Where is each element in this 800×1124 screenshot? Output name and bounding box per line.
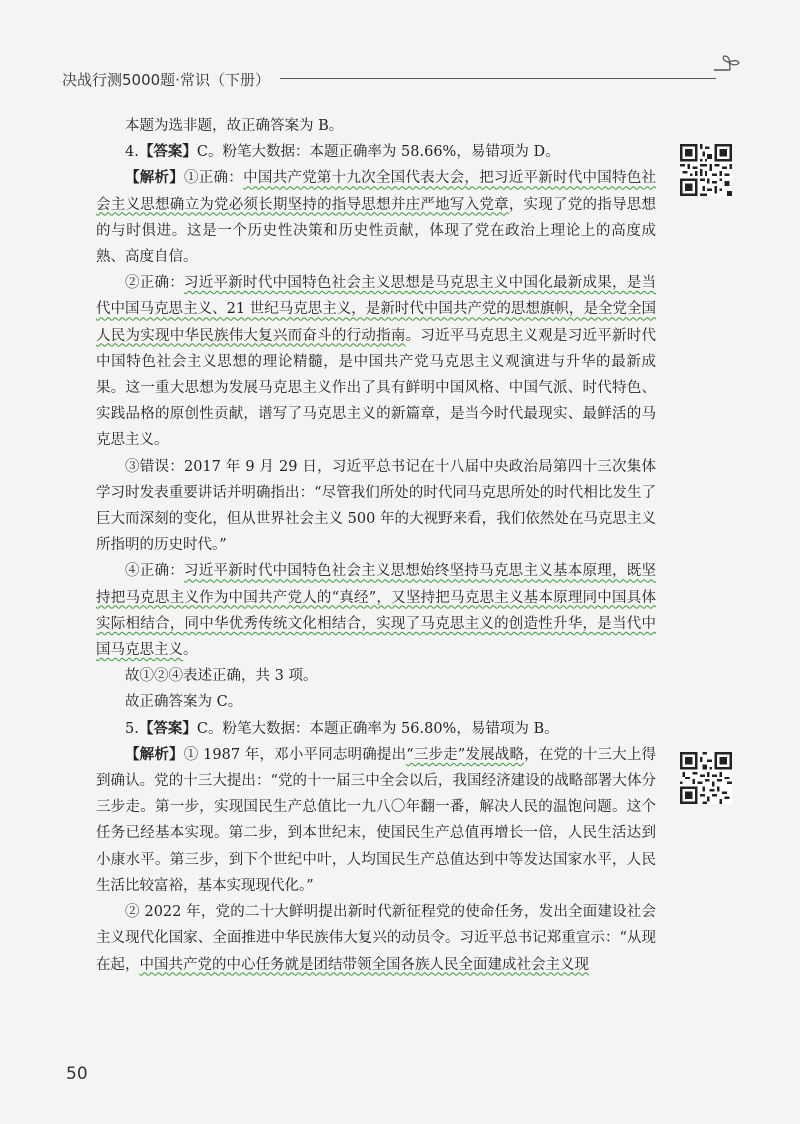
q4-p4-end: 。 [183,642,198,659]
q5-analysis-tag: 【解析】 [125,746,184,763]
q4-analysis-p3: ③错误：2017 年 9 月 29 日，习近平总书记在十八届中央政治局第四十三次集体学习时发表重要讲话并明确指出：“尽管我们所处的时代同马克思所处的时代相比发生了巨大而深刻的变化，但从世界社会主义 500 年的大视野来看，我们依然处在马克思主义所指明的历史时代。” [96,458,656,554]
q4-answer-line [96,139,656,165]
q4-analysis-tag: 【解析】 [125,170,185,187]
q4-answer-tag: 【答案】 [138,144,197,161]
book-title: 决战行测5000题·常识（下册） [62,71,270,89]
q5-p1-lead: ① 1987 年，邓小平同志明确提出 [183,746,407,763]
q5-p1-key: “三步走”发展战略 [406,746,525,763]
q4-p4-lead: ④正确： [125,563,185,580]
q4-final-answer: 故正确答案为 C。 [125,694,243,711]
q4-p2-key: 习近平新时代中国特色社会主义思想是马克思主义中国化最新成果，是当代中国马克思主义、21 世纪马克思主义，是新时代中国共产党的思想旗帜，是全党全国人民为实现中华民族伟大复兴而奋斗的行动指南 [96,275,656,344]
q4-p4-key: 习近平新时代中国特色社会主义思想始终坚持马克思主义基本原理，既坚持把马克思主义作为中国共产党人的“真经”，又坚持把马克思主义基本原理同中国具体实际相结合，同中华优秀传统文化相结合，实现了马克思主义的创造性升华，是当代中国马克思主义 [96,563,656,659]
q4-p2-rest: 。习近平马克思主义观是习近平新时代中国特色社会主义思想的理论精髓，是中国共产党马克思主义观演进与升华的最新成果。这一重大思想为发展马克思主义作出了具有鲜明中国风格、中国气派、时代特色、实践品格的原创性贡献，谱写了马克思主义的新篇章，是当今时代最现实、最鲜活的马克思主义。 [96,327,656,449]
q5-number: 5. [125,720,139,737]
q5-answer-tag: 【答案】 [138,720,197,737]
q5-p1-rest: ，在党的十三大上得到确认。党的十三大提出：“党的十一届三中全会以后，我国经济建设的战略部署大体分三步走。第一步，实现国民生产总值比一九八〇年翻一番，解决人民的温饱问题。这个任务已经基本实现。第二步，到本世纪末，使国民生产总值再增长一倍，人民生活达到小康水平。第三步，到下个世纪中叶，人均国民生产总值达到中等发达国家水平，人民生活比较富裕，基本实现现代化。” [96,746,657,894]
q5-analysis-p2 [96,899,656,978]
q4-summary: 故①②④表述正确，共 3 项。 [125,668,318,685]
q4-analysis-p2 [96,270,656,453]
running-header [62,66,742,96]
q4-number: 4. [125,144,139,161]
q4-p1-lead: ①正确： [184,170,244,187]
q4-p1-key: 中国共产党第十九次全国代表大会，把习近平新时代中国特色社会主义思想确立为党必须长期坚持的指导思想并庄严地写入党章 [96,170,657,213]
q4-p1-rest: ，实现了党的指导思想的与时俱进。这是一个历史性决策和历史性贡献，体现了党在政治上理论上的高度成熟、高度自信。 [96,196,657,266]
q4-answer-text: C。粉笔大数据：本题正确率为 58.66%，易错项为 D。 [196,144,560,161]
q5-p2-lead: ② 2022 年，党的二十大鲜明提出新时代新征程党的使命任务，发出全面建设社会主义现代化国家、全面推进中华民族伟大复兴的动员令。习近平总书记郑重宣示：“从现在起， [96,904,656,973]
q5-analysis-p1 [96,742,656,899]
qr-code-icon[interactable] [680,144,732,196]
header-rule [280,78,716,79]
sprout-icon [712,54,742,78]
q4-p2-lead: ②正确： [125,275,185,292]
q4-analysis-p1 [96,165,656,270]
q5-answer-line [96,716,656,742]
answer-explanations [96,113,656,978]
page-number: 50 [66,1064,88,1084]
q4-analysis-p4 [96,558,656,663]
q5-answer-text: C。粉笔大数据：本题正确率为 56.80%，易错项为 B。 [196,720,559,737]
q3-conclusion: 本题为选非题，故正确答案为 B。 [125,118,344,134]
qr-code-icon[interactable] [680,752,732,804]
q5-p2-key: 中国共产党的中心任务就是团结带领全国各族人民全面建成社会主义现 [139,956,589,973]
